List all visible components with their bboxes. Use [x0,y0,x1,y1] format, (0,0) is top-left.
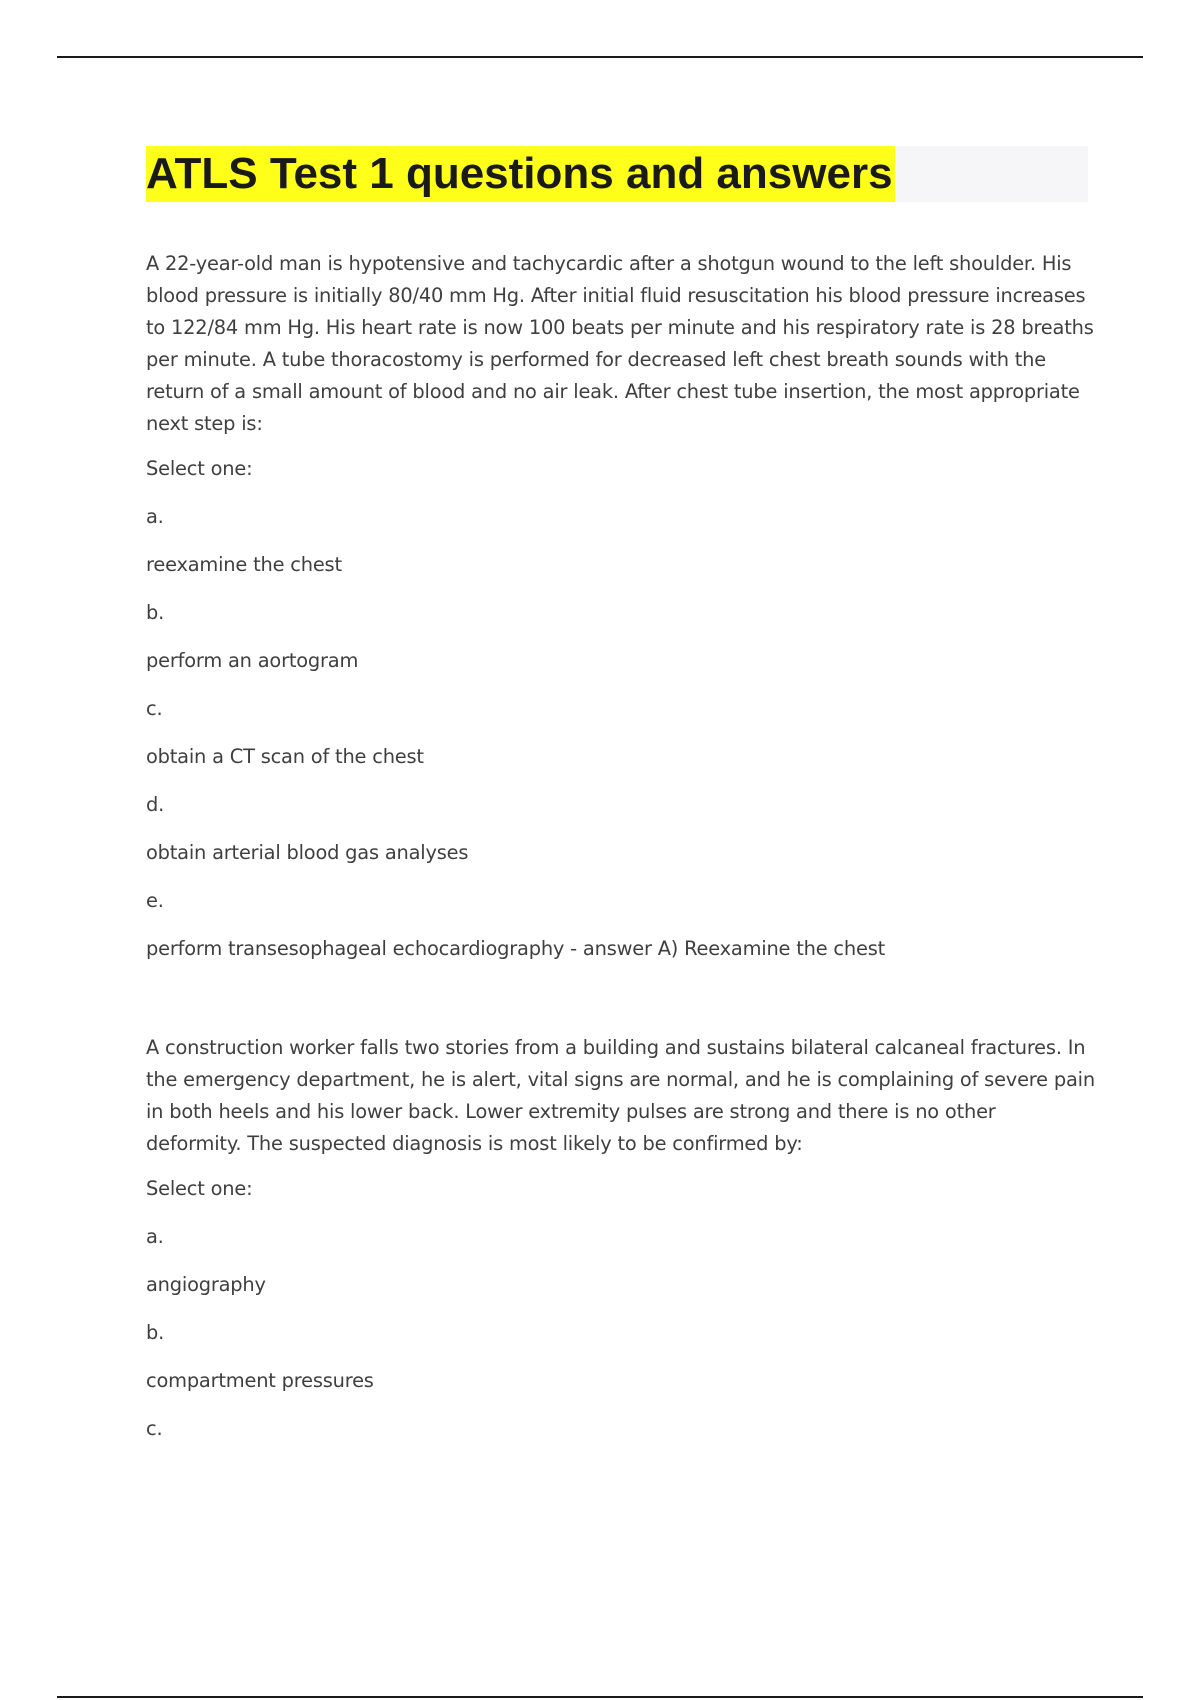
question-separator [146,984,1096,1032]
question-2-option-b-text: compartment pressures [146,1369,374,1392]
question-1-option-d-text: obtain arterial blood gas analyses [146,841,469,864]
top-rule [57,56,1143,58]
question-2-option-a-text: angiography [146,1273,266,1296]
document-body [146,248,1096,1464]
document-title: ATLS Test 1 questions and answers [146,146,895,202]
question-1-stem: A 22-year-old man is hypotensive and tachycardic after a shotgun wound to the left shoulder. His blood pressure is initially 80/40 mm Hg. After initial fluid resuscitation his blood pressure increases to 122/84 mm Hg. His heart rate is now 100 beats per minute and his respiratory rate is 28 breaths per minute. A tube thoracostomy is performed for decreased left chest breath sounds with the return of a small amount of blood and no air leak. After chest tube insertion, the most appropriate next step is: [146,252,1094,435]
question-2 [146,1032,1096,1464]
question-1-option-c-letter: c. [146,697,163,720]
question-2-option-b-letter: b. [146,1321,165,1344]
question-1-option-a-letter: a. [146,505,164,528]
question-2-option-a-letter: a. [146,1225,164,1248]
question-1-option-b-letter: b. [146,601,165,624]
question-2-option-c-letter: c. [146,1417,163,1440]
bottom-rule [57,1696,1143,1698]
question-1-option-e-letter: e. [146,889,164,912]
question-1-option-e-text: perform transesophageal echocardiography - answer A) Reexamine the chest [146,937,886,960]
question-1-prompt: Select one: [146,457,253,480]
question-2-prompt: Select one: [146,1177,253,1200]
question-1-option-a-text: reexamine the chest [146,553,342,576]
question-1 [146,248,1096,984]
question-1-option-b-text: perform an aortogram [146,649,359,672]
question-1-option-c-text: obtain a CT scan of the chest [146,745,424,768]
question-1-option-d-letter: d. [146,793,165,816]
question-2-stem: A construction worker falls two stories from a building and sustains bilateral calcaneal fractures. In the emergency department, he is alert, vital signs are normal, and he is complaining of severe pain in both heels and his lower back. Lower extremity pulses are strong and there is no other deformity. The suspected diagnosis is most likely to be confirmed by: [146,1036,1095,1155]
